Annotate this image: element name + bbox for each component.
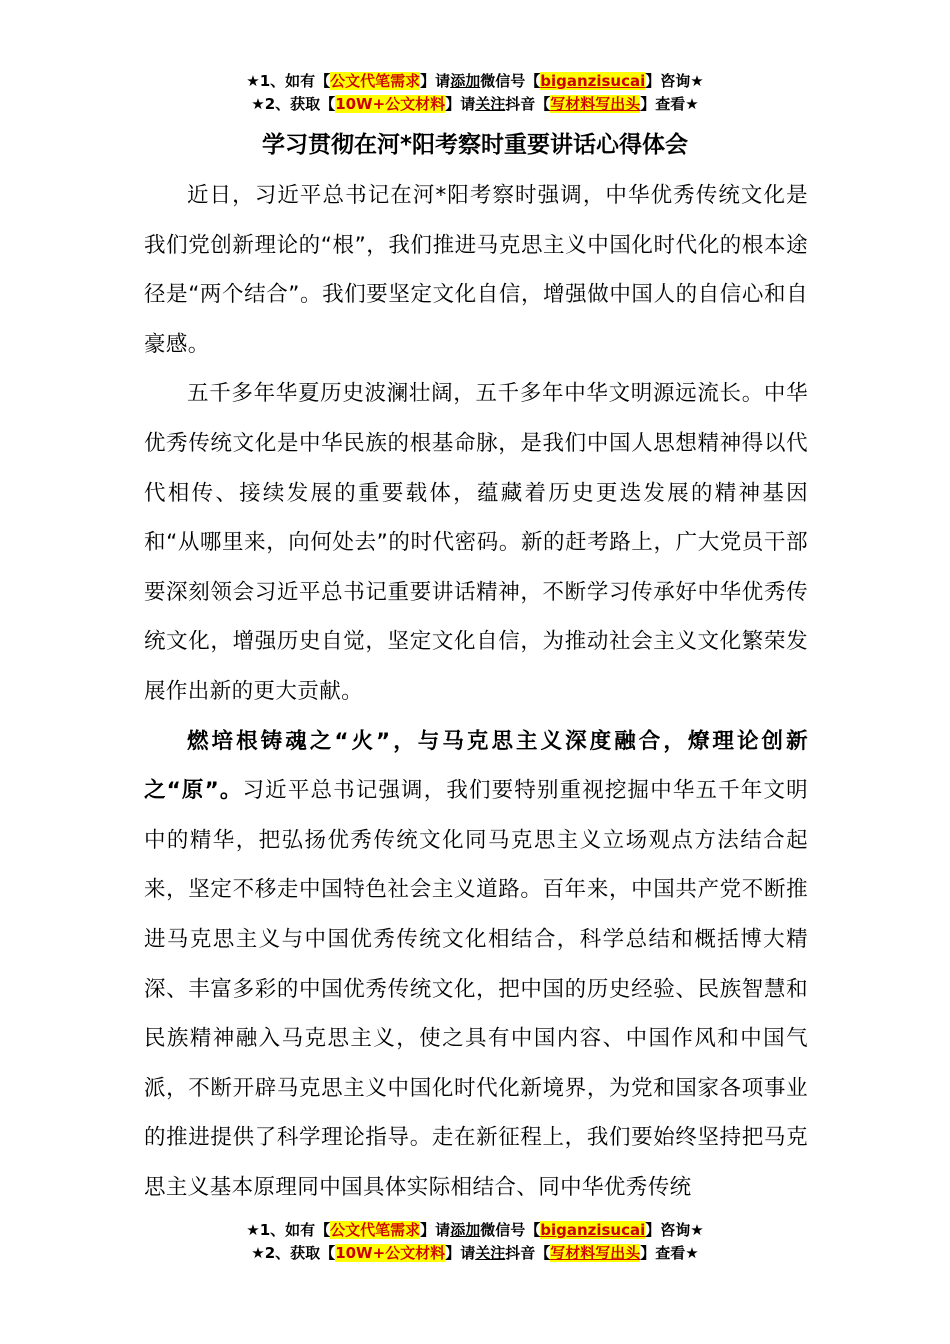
promo-line-2-highlight-douyin: 写材料写出头 [550,95,641,113]
promo-line-2-highlight-materials: 10W+公文材料 [335,1244,446,1262]
bottom-promo-banner [0,1219,950,1265]
paragraph-3 [144,717,808,1213]
promo-line-1-suffix: 】咨询★ [645,1221,704,1239]
promo-line-1-highlight-wechat: biganzisucai [540,72,646,90]
promo-line-2-highlight-materials: 10W+公文材料 [335,95,446,113]
promo-line-1-underlined: 添加 [450,1221,481,1239]
promo-line-2-highlight-douyin: 写材料写出头 [550,1244,641,1262]
promo-line-1-underlined: 添加 [450,72,481,90]
promo-line-2-bottom [0,1242,950,1265]
promo-line-2-prefix: ★2、获取【 [251,95,336,113]
paragraph-3-body: 习近平总书记强调，我们要特别重视挖掘中华五千年文明中的精华，把弘扬优秀传统文化同马克思主义立场观点方法结合起来，坚定不移走中国特色社会主义道路。百年来，中国共产党不断推进马克思主义与中国优秀传统文化相结合，科学总结和概括博大精深、丰富多彩的中国优秀传统文化，把中国的历史经验、民族智慧和民族精神融入马克思主义，使之具有中国内容、中国作风和中国气派，不断开辟马克思主义中国化时代化新境界，为党和国家各项事业的推进提供了科学理论指导。走在新征程上，我们要始终坚持把马克思主义基本原理同中国具体实际相结合、同中华优秀传统 [144,778,808,1200]
promo-line-1-mid: 】请 [420,72,451,90]
promo-line-2-prefix: ★2、获取【 [251,1244,336,1262]
promo-line-2-suffix: 】查看★ [640,95,699,113]
promo-line-1-mid: 】请 [420,1221,451,1239]
promo-line-2-mid: 】请 [445,95,476,113]
promo-line-1-suffix: 】咨询★ [645,72,704,90]
paragraph-3-lead-heading: 燃培根铸魂之“火”，与马克思主义深度融合，燎理论创新之“原”。 [144,728,808,804]
promo-line-2-suffix: 】查看★ [640,1244,699,1262]
promo-line-2-underlined: 关注 [475,1244,506,1262]
document-title: 学习贯彻在河*阳考察时重要讲话心得体会 [261,132,689,158]
promo-line-2 [0,93,950,116]
promo-line-1-mid-2: 微信号【 [480,72,541,90]
promo-line-1-highlight-wechat: biganzisucai [540,1221,646,1239]
promo-line-1-highlight-service: 公文代笔需求 [330,72,421,90]
promo-line-2-underlined: 关注 [475,95,506,113]
promo-line-1-highlight-service: 公文代笔需求 [330,1221,421,1239]
promo-line-1-mid-2: 微信号【 [480,1221,541,1239]
promo-line-2-mid-2: 抖音【 [505,1244,551,1262]
promo-line-1 [0,70,950,93]
promo-line-1-bottom [0,1219,950,1242]
paragraph-2: 五千多年华夏历史波澜壮阔，五千多年中华文明源远流长。中华优秀传统文化是中华民族的根基命脉，是我们中国人思想精神得以代代相传、接续发展的重要载体，蕴藏着历史更迭发展的精神基因和“从哪里来，向何处去”的时代密码。新的赶考路上，广大党员干部要深刻领会习近平总书记重要讲话精神，不断学习传承好中华优秀传统文化，增强历史自觉，坚定文化自信，为推动社会主义文化繁荣发展作出新的更大贡献。 [144,381,808,704]
promo-line-2-mid: 】请 [445,1244,476,1262]
promo-line-2-mid-2: 抖音【 [505,95,551,113]
promo-line-1-prefix: ★1、如有【 [246,1221,331,1239]
top-promo-banner [0,70,950,116]
document-body [144,171,808,1212]
paragraph-1: 近日，习近平总书记在河*阳考察时强调，中华优秀传统文化是我们党创新理论的“根”，我们推进马克思主义中国化时代化的根本途径是“两个结合”。我们要坚定文化自信，增强做中国人的自信心和自豪感。 [144,183,808,357]
promo-line-1-prefix: ★1、如有【 [246,72,331,90]
